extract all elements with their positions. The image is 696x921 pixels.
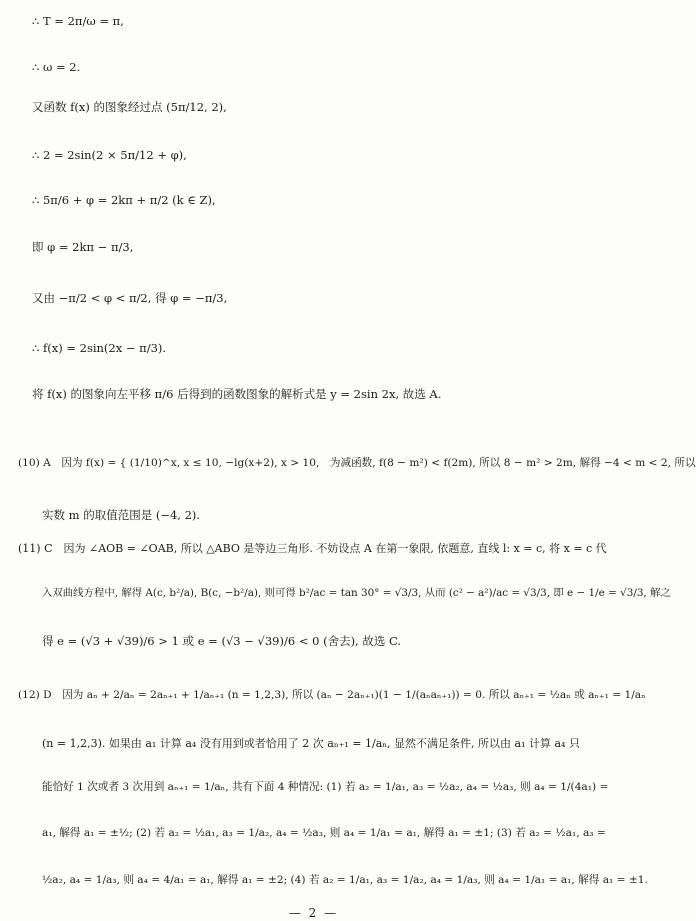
answer-10: (10) A 因为 f(x) = { (1/10)^x, x ≤ 10, −lg(x+2), x > 10, 为减函数, f(8 − m²) < f(2m), 所以 8 − m² > 2m, 解得 −4 < m < 2, 所以 — [18, 457, 696, 469]
text-line: 将 f(x) 的图象向左平移 π/6 后得到的函数图象的解析式是 y = 2sin 2x, 故选 A. — [32, 387, 442, 401]
text-line: ∴ T = 2π/ω = π, — [32, 14, 124, 28]
text-line: 得 e = (√3 + √39)/6 > 1 或 e = (√3 − √39)/6 < 0 (舍去), 故选 C. — [42, 634, 402, 648]
text-line: ½a₂, a₄ = 1/a₃, 则 a₄ = 4/a₁ = a₁, 解得 a₁ = ±2; (4) 若 a₂ = 1/a₁, a₃ = 1/a₂, a₄ = 1/a₃, 则 a₄ = 1/a₁ = a₁, 解得 a₁ = ±1. — [42, 874, 648, 886]
text-line: 即 φ = 2kπ − π/3, — [32, 240, 134, 254]
text-line: 又由 −π/2 < φ < π/2, 得 φ = −π/3, — [32, 291, 228, 305]
text-line: ∴ 2 = 2sin(2 × 5π/12 + φ), — [32, 148, 187, 162]
text-line: ∴ f(x) = 2sin(2x − π/3). — [32, 341, 167, 355]
text-line: ∴ ω = 2. — [32, 60, 81, 74]
text-line: 能恰好 1 次或者 3 次用到 aₙ₊₁ = 1/aₙ, 共有下面 4 种情况: (1) 若 a₂ = 1/a₁, a₃ = ½a₂, a₄ = ½a₃, 则 a₄ = 1/(4a₁) = — [42, 781, 609, 793]
text-line: ∴ 5π/6 + φ = 2kπ + π/2 (k ∈ Z), — [32, 193, 216, 207]
text-line: (n = 1,2,3). 如果由 a₁ 计算 a₄ 没有用到或者恰用了 2 次 aₙ₊₁ = 1/aₙ, 显然不满足条件, 所以由 a₁ 计算 a₄ 只 — [42, 737, 580, 750]
answer-12: (12) D 因为 aₙ + 2/aₙ = 2aₙ₊₁ + 1/aₙ₊₁ (n = 1,2,3), 所以 (aₙ − 2aₙ₊₁)(1 − 1/(aₙaₙ₊₁)) = 0. 所以 aₙ₊₁ = ½aₙ 或 aₙ₊₁ = 1/aₙ — [18, 689, 646, 701]
text-line: a₁, 解得 a₁ = ±½; (2) 若 a₂ = ½a₁, a₃ = 1/a₂, a₄ = ½a₃, 则 a₄ = 1/a₁ = a₁, 解得 a₁ = ±1; (3) 若 a₂ = ½a₁, a₃ = — [42, 827, 606, 839]
answer-11: (11) C 因为 ∠AOB = ∠OAB, 所以 △ABO 是等边三角形. 不妨设点 A 在第一象限, 依题意, 直线 l: x = c, 将 x = c 代 — [18, 542, 607, 555]
text-line: 实数 m 的取值范围是 (−4, 2). — [42, 508, 201, 522]
text-line: 又函数 f(x) 的图象经过点 (5π/12, 2), — [32, 100, 227, 114]
page-number: — 2 — — [288, 906, 339, 920]
text-line: 入双曲线方程中, 解得 A(c, b²/a), B(c, −b²/a), 则可得 b²/ac = tan 30° = √3/3, 从而 (c² − a²)/ac = √3/3, 即 e − 1/e = √3/3, 解之 — [42, 587, 671, 599]
